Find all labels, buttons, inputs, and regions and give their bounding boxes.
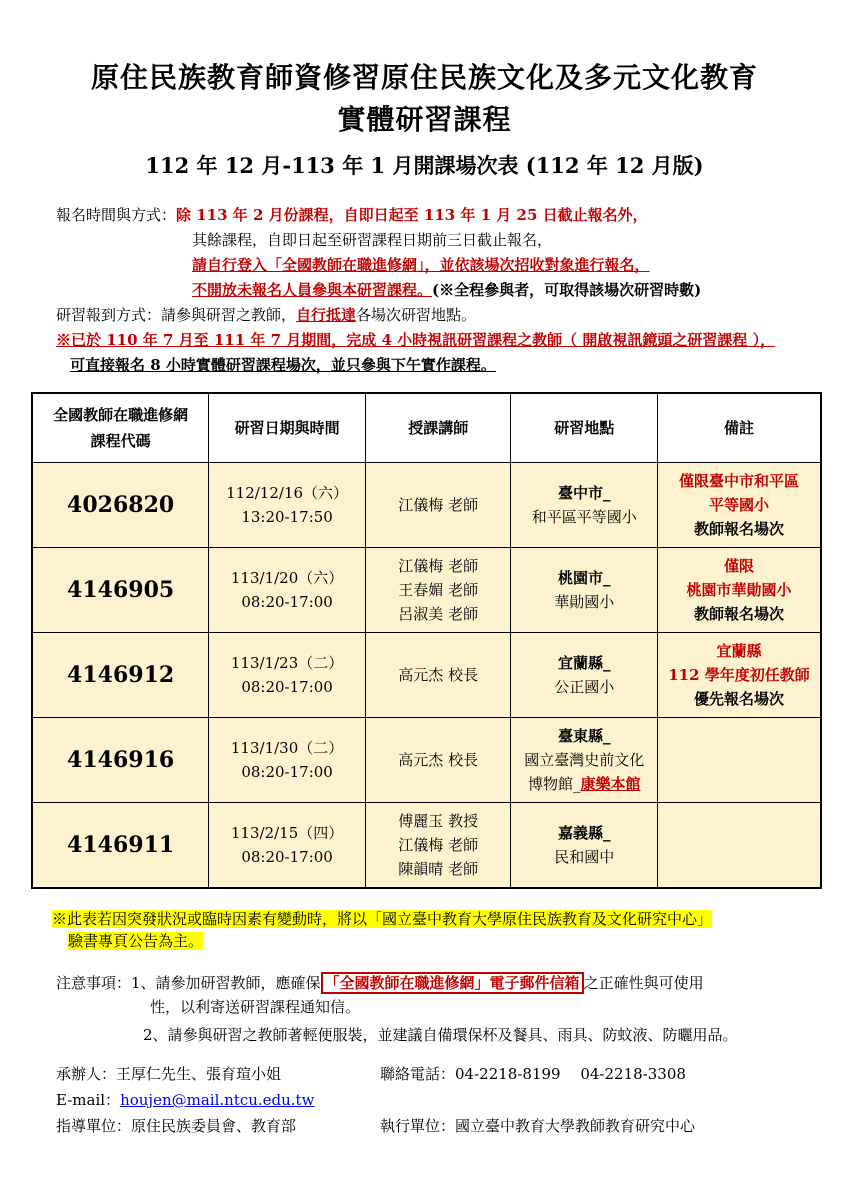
venue-city: 嘉義縣_ bbox=[557, 824, 611, 842]
executing-unit: 執行單位：國立臺中教育大學教師教育研究中心 bbox=[380, 1117, 696, 1135]
registration-hours-note: (※全程參與者，可取得該場次研習時數) bbox=[432, 281, 702, 299]
note-black: 優先報名場次 bbox=[693, 690, 784, 708]
table-row bbox=[32, 548, 821, 633]
schedule-subtitle: 112 年 12 月-113 年 1 月開課場次表 (112 年 12 月版) bbox=[145, 153, 704, 178]
notes-line3: 2、請參與研習之教師著輕便服裝，並建議自備環保杯及餐具、雨具、防蚊液、防曬用品。 bbox=[143, 1026, 738, 1044]
course-lecturers bbox=[365, 463, 511, 548]
header-code-line1: 全國教師在職進修網 bbox=[53, 406, 189, 424]
table-row bbox=[32, 803, 821, 889]
registration-restriction: 不開放未報名人員參與本研習課程。 bbox=[192, 281, 433, 299]
email-label: E-mail： bbox=[56, 1091, 121, 1109]
header-note: 備註 bbox=[657, 393, 821, 463]
venue-place-emph: 康樂本館 bbox=[580, 775, 641, 793]
contact-phone: 聯絡電話：04-2218-8199 04-2218-3308 bbox=[380, 1065, 686, 1083]
course-venue bbox=[511, 718, 658, 803]
course-datetime bbox=[209, 548, 366, 633]
schedule-table bbox=[31, 392, 822, 889]
course-time: 08:20-17:00 bbox=[241, 678, 333, 696]
notes-line1 bbox=[56, 972, 704, 994]
course-datetime bbox=[209, 463, 366, 548]
header-datetime: 研習日期與時間 bbox=[209, 393, 366, 463]
venue-place: 國立臺灣史前文化 bbox=[524, 751, 645, 769]
header-lecturer: 授課講師 bbox=[365, 393, 511, 463]
notes-boxed: 「全國教師在職進修網」電子郵件信箱 bbox=[321, 972, 584, 994]
registration-line4 bbox=[192, 280, 701, 300]
note-black: 教師報名場次 bbox=[693, 520, 784, 538]
note-red-2: 平等國小 bbox=[708, 496, 769, 514]
course-code: 4146916 bbox=[32, 718, 209, 803]
course-date: 113/2/15（四） bbox=[230, 824, 344, 842]
course-lecturers bbox=[365, 718, 511, 803]
checkin-emph: 自行抵達 bbox=[296, 306, 357, 324]
special-line1 bbox=[56, 330, 775, 350]
notes-label: 注意事項：1、請參加研習教師，應確保 bbox=[56, 974, 321, 992]
venue-city: 宜蘭縣_ bbox=[557, 654, 611, 672]
course-code: 4146905 bbox=[32, 548, 209, 633]
venue-place: 和平區平等國小 bbox=[531, 508, 637, 526]
table-row bbox=[32, 718, 821, 803]
organizer: 承辦人：王厚仁先生、張育瑄小姐 bbox=[56, 1065, 282, 1083]
course-venue bbox=[511, 803, 658, 889]
special-note: ※已於 110 年 7 月至 111 年 7 月期間，完成 4 小時視訊研習課程之教師（ 開啟視訊鏡頭之研習課程 ）， bbox=[56, 331, 776, 349]
highlight-line2: 驗書專頁公告為主。 bbox=[68, 932, 204, 950]
course-note bbox=[657, 463, 821, 548]
course-venue bbox=[511, 633, 658, 718]
course-date: 113/1/20（六） bbox=[230, 569, 344, 587]
table-row bbox=[32, 463, 821, 548]
course-time: 08:20-17:00 bbox=[241, 593, 333, 611]
registration-line1 bbox=[56, 205, 648, 225]
course-code: 4146911 bbox=[32, 803, 209, 889]
course-date: 113/1/30（二） bbox=[230, 739, 344, 757]
checkin-line bbox=[56, 305, 476, 325]
email-link[interactable]: houjen@mail.ntcu.edu.tw bbox=[120, 1091, 315, 1109]
registration-label: 報名時間與方式： bbox=[56, 206, 177, 224]
lecturer: 呂淑美 老師 bbox=[398, 605, 479, 623]
course-lecturers bbox=[365, 803, 511, 889]
lecturer: 王春媚 老師 bbox=[398, 581, 479, 599]
special-note-2: 可直接報名 8 小時實體研習課程場次，並只參與下午實作課程。 bbox=[70, 356, 496, 374]
email-line bbox=[56, 1089, 314, 1110]
venue-place: 華勛國小 bbox=[554, 593, 615, 611]
registration-deadline: 除 113 年 2 月份課程，自即日起至 113 年 1 月 25 日截止報名外， bbox=[176, 206, 648, 224]
lecturer: 高元杰 校長 bbox=[398, 751, 479, 769]
lecturer: 江儀梅 老師 bbox=[398, 836, 479, 854]
venue-city: 臺東縣_ bbox=[557, 727, 611, 745]
course-time: 13:20-17:50 bbox=[241, 508, 333, 526]
venue-place-2: 博物館_ bbox=[527, 775, 581, 793]
course-datetime bbox=[209, 633, 366, 718]
guidance-unit: 指導單位：原住民族委員會、教育部 bbox=[56, 1117, 297, 1135]
course-lecturers bbox=[365, 633, 511, 718]
venue-place: 民和國中 bbox=[554, 848, 615, 866]
venue-city: 桃園市_ bbox=[557, 569, 611, 587]
course-datetime bbox=[209, 718, 366, 803]
note-black: 教師報名場次 bbox=[693, 605, 784, 623]
course-lecturers bbox=[365, 548, 511, 633]
highlight-notice bbox=[52, 908, 712, 952]
table-row bbox=[32, 633, 821, 718]
course-code: 4026820 bbox=[32, 463, 209, 548]
course-date: 112/12/16（六） bbox=[226, 484, 349, 502]
lecturer: 陳韻晴 老師 bbox=[398, 860, 479, 878]
course-date: 113/1/23（二） bbox=[230, 654, 344, 672]
registration-instruction: 請自行登入「全國教師在職進修網」，並依該場次招收對象進行報名， bbox=[192, 256, 650, 274]
header-code bbox=[32, 393, 209, 463]
course-time: 08:20-17:00 bbox=[241, 848, 333, 866]
header-code-line2: 課程代碼 bbox=[90, 432, 151, 450]
course-note bbox=[657, 633, 821, 718]
lecturer: 高元杰 校長 bbox=[398, 666, 479, 684]
note-red-1: 僅限 bbox=[723, 557, 754, 575]
course-time: 08:20-17:00 bbox=[241, 763, 333, 781]
course-note bbox=[657, 718, 821, 803]
note-red-2: 112 學年度初任教師 bbox=[668, 666, 810, 684]
course-note bbox=[657, 548, 821, 633]
course-venue bbox=[511, 463, 658, 548]
note-red-2: 桃園市華勛國小 bbox=[686, 581, 792, 599]
table-header-row bbox=[32, 393, 821, 463]
course-datetime bbox=[209, 803, 366, 889]
course-code: 4146912 bbox=[32, 633, 209, 718]
registration-line3 bbox=[192, 255, 650, 275]
course-venue bbox=[511, 548, 658, 633]
lecturer: 江儀梅 老師 bbox=[398, 496, 479, 514]
page-title: 原住民族教育師資修習原住民族文化及多元文化教育 bbox=[90, 61, 758, 94]
lecturer: 江儀梅 老師 bbox=[398, 557, 479, 575]
page-title-line2: 實體研習課程 bbox=[337, 103, 512, 136]
highlight-line1: ※此表若因突發狀況或臨時因素有變動時，將以「國立臺中教育大學原住民族教育及文化研究中心」 bbox=[52, 910, 713, 928]
venue-city: 臺中市_ bbox=[557, 484, 611, 502]
lecturer: 傅麗玉 教授 bbox=[398, 812, 479, 830]
notes-line2: 性，以利寄送研習課程通知信。 bbox=[150, 998, 361, 1016]
registration-line2: 其餘課程，自即日起至研習課程日期前三日截止報名， bbox=[192, 231, 553, 249]
special-line2 bbox=[70, 355, 496, 375]
header-venue: 研習地點 bbox=[511, 393, 658, 463]
venue-place: 公正國小 bbox=[554, 678, 615, 696]
note-red-1: 僅限臺中市和平區 bbox=[678, 472, 799, 490]
course-note bbox=[657, 803, 821, 889]
checkin-rest: 各場次研習地點。 bbox=[356, 306, 477, 324]
checkin-label: 研習報到方式：請參與研習之教師， bbox=[56, 306, 297, 324]
note-red-1: 宜蘭縣 bbox=[716, 642, 762, 660]
notes-rest: 之正確性與可使用 bbox=[583, 974, 704, 992]
